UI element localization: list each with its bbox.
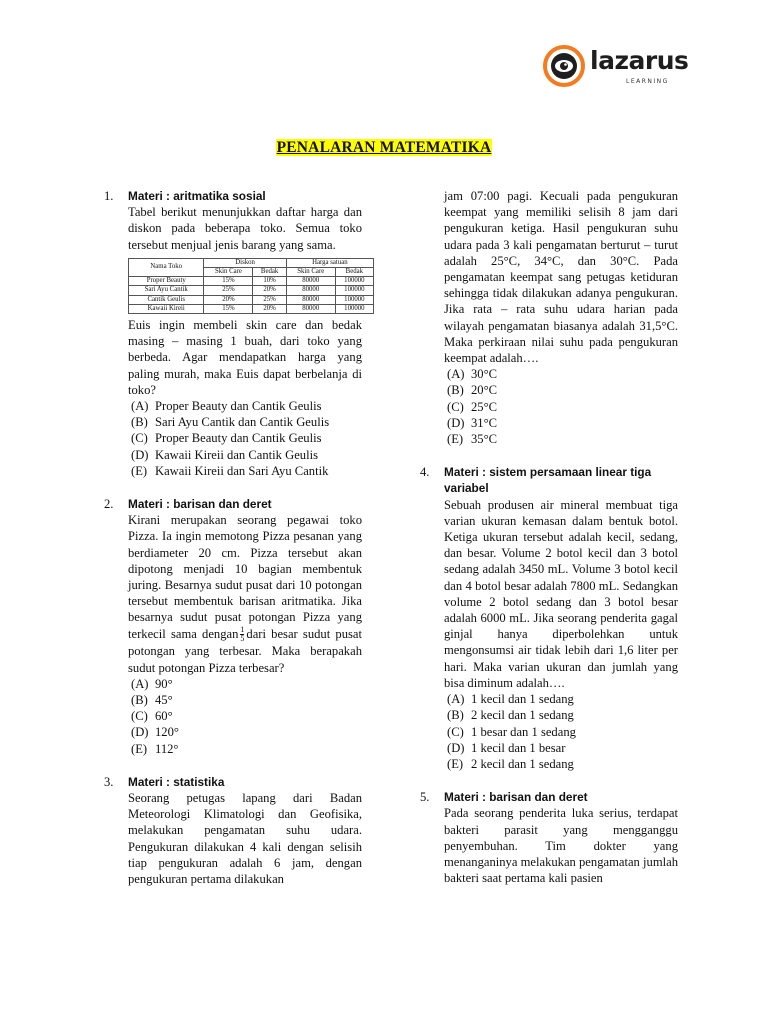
left-column xyxy=(104,188,365,887)
table-cell: 20% xyxy=(253,304,286,313)
answer-options xyxy=(444,366,678,447)
question-3-continued xyxy=(420,188,678,447)
answer-option[interactable]: (D) 1 kecil dan 1 besar xyxy=(447,740,566,755)
answer-option[interactable]: (D) 31°C xyxy=(447,415,498,430)
table-cell: 20% xyxy=(204,295,253,304)
question-intro: Tabel berikut menunjukkan daftar harga dan diskon pada beberapa toko. Semua toko tersebut menjual jenis barang yang sama. xyxy=(128,205,362,252)
answer-option[interactable]: (D) 120° xyxy=(131,725,179,740)
table-header-toko: Nama Toko xyxy=(129,258,204,276)
table-cell: 15% xyxy=(204,304,253,313)
logo-brand-text: lazarus xyxy=(590,46,689,75)
answer-option[interactable]: (A) 1 kecil dan 1 sedang xyxy=(447,692,574,707)
table-cell: 25% xyxy=(253,295,286,304)
table-subheader: Skin Care xyxy=(204,268,253,277)
table-row xyxy=(129,277,374,286)
question-topic: Materi : sistem persamaan linear tiga variabel xyxy=(444,465,652,496)
question-body: Kirani merupakan seorang pegawai toko Pizza. Ia ingin memotong Pizza pesanan yang berdiameter 20 cm. Pizza tersebut akan dipotong menjadi 10 bagian membentuk juring. Besarnya sudut pusat dari 10 potongan tersebut membentuk barisan aritmatika. Jika besarnya sudut pusat potongan Pizza yang terkecil sama dengan $\frac{1}{5}$ dari besar sudut pusat potongan yang terbesar. Maka berapakah sudut potongan Pizza terbesar? xyxy=(128,513,362,675)
question-body: Sebuah produsen air mineral membuat tiga varian ukuran kemasan dalam bentuk botol. Ketiga ukuran tersebut adalah kecil, sedang, dan besar. Volume 2 botol kecil dan 3 botol sedang adalah 3450 mL. Volume 3 botol kecil dan 4 botol besar adalah 7800 mL. Sedangkan volume 2 botol sedang dan 3 botol besar adalah 6000 mL. Jika seorang penderita gagal ginjal hanya diperbolehkan untuk mengonsumsi air tidak lebih dari 1,6 liter per hari. Maka varian ukuran dan jumlah yang bisa diminum adalah…. xyxy=(444,497,678,690)
question-topic: Materi : barisan dan deret xyxy=(128,497,272,512)
answer-option[interactable]: (E) 112° xyxy=(131,741,179,756)
table-cell: Proper Beauty xyxy=(129,277,204,286)
table-cell: 80000 xyxy=(286,295,335,304)
table-cell: 100000 xyxy=(335,304,373,313)
table-cell: 10% xyxy=(253,277,286,286)
answer-options xyxy=(128,676,362,757)
table-cell: Cantik Geulis xyxy=(129,295,204,304)
question-body: Seorang petugas lapang dari Badan Meteorologi Klimatologi dan Geofisika, melakukan pengamatan suhu udara. Pengukuran dilakukan 4 kali dengan selisih tiap pengukuran adalah 6 jam, dengan pengukuran pertama dilakukan xyxy=(128,790,362,886)
table-subheader: Bedak xyxy=(335,268,373,277)
answer-options xyxy=(444,691,678,772)
answer-option[interactable]: (E) 35°C xyxy=(447,432,498,447)
answer-option[interactable]: (B) 20°C xyxy=(447,383,498,398)
table-cell: 100000 xyxy=(335,295,373,304)
lazarus-logo-icon xyxy=(542,44,586,88)
table-header-harga: Harga satuan xyxy=(286,258,373,267)
answer-option[interactable]: (B) 2 kecil dan 1 sedang xyxy=(447,708,574,723)
answer-option[interactable]: (C) Proper Beauty dan Cantik Geulis xyxy=(131,431,322,446)
answer-option[interactable]: (A) 90° xyxy=(131,676,173,691)
answer-options xyxy=(128,398,362,479)
table-cell: 100000 xyxy=(335,277,373,286)
question-body: jam 07:00 pagi. Kecuali pada pengukuran keempat yang memiliki selisih 8 jam dari pengukuran ketiga. Hasil pengukuran suhu udara pada 3 kali pengamatan berturut – turut adalah 25°C, 34°C, dan 30°C. Pada pengamatan keempat sang petugas ketiduran sehingga tidak dilakukan adanya pengukuran. Jika rata – rata suhu udara harian pada wilayah pengamatan biasanya adalah 31,5°C. Maka perkiraan nilai suhu pada pengukuran keempat adalah…. xyxy=(444,189,678,366)
table-cell: 80000 xyxy=(286,286,335,295)
logo-sub-text: LEARNING xyxy=(626,78,669,85)
question-topic: Materi : statistika xyxy=(128,774,225,789)
table-cell: Kawaii Kireii xyxy=(129,304,204,313)
answer-option[interactable]: (E) 2 kecil dan 1 sedang xyxy=(447,756,574,771)
question-topic: Materi : aritmatika sosial xyxy=(128,189,266,203)
answer-option[interactable]: (B) 45° xyxy=(131,692,173,707)
table-cell: 20% xyxy=(253,286,286,295)
table-cell: 25% xyxy=(204,286,253,295)
answer-option[interactable]: (A) Proper Beauty dan Cantik Geulis xyxy=(131,399,322,414)
table-row xyxy=(129,295,374,304)
table-header-diskon: Diskon xyxy=(204,258,286,267)
question-5 xyxy=(420,789,678,886)
table-subheader: Bedak xyxy=(253,268,286,277)
answer-option[interactable]: (C) 60° xyxy=(131,709,173,724)
question-2 xyxy=(104,496,362,757)
answer-option[interactable]: (A) 30°C xyxy=(447,367,498,382)
question-number: 1. xyxy=(104,189,114,203)
table-cell: 100000 xyxy=(335,286,373,295)
answer-option[interactable]: (E) Kawaii Kireii dan Sari Ayu Cantik xyxy=(131,463,329,478)
table-cell: 80000 xyxy=(286,304,335,313)
table-row xyxy=(129,304,374,313)
question-topic: Materi : barisan dan deret xyxy=(444,790,588,805)
question-number: 5. xyxy=(420,790,430,805)
question-body: Euis ingin membeli skin care dan bedak masing – masing 1 buah, dari toko yang berbeda. Agar mendapatkan harga yang paling murah, maka Euis dapat berbelanja di toko? xyxy=(128,318,362,397)
table-cell: Sari Ayu Cantik xyxy=(129,286,204,295)
question-4 xyxy=(420,464,678,772)
answer-option[interactable]: (C) 1 besar dan 1 sedang xyxy=(447,724,576,739)
right-column xyxy=(420,188,678,886)
question-number: 2. xyxy=(104,497,114,512)
question-3 xyxy=(104,774,362,887)
answer-option[interactable]: (C) 25°C xyxy=(447,399,498,414)
table-cell: 80000 xyxy=(286,277,335,286)
page-title-wrap xyxy=(0,139,768,157)
question-number: 3. xyxy=(104,774,114,789)
answer-option[interactable]: (D) Kawaii Kireii dan Cantik Geulis xyxy=(131,447,318,462)
table-row xyxy=(129,286,374,295)
question-number: 4. xyxy=(420,465,430,480)
page-title: PENALARAN MATEMATIKA xyxy=(276,139,492,156)
lazarus-logo xyxy=(542,44,689,92)
question-body: Pada seorang penderita luka serius, terdapat bakteri parasit yang mengganggu penyembuhan. Tim dokter yang menanganinya melakukan pengamatan jumlah bakteri saat pertama kali pasien xyxy=(444,806,678,886)
table-cell: 15% xyxy=(204,277,253,286)
table-subheader: Skin Care xyxy=(286,268,335,277)
fraction: $\frac{1}{5}$ xyxy=(240,625,245,644)
question-1 xyxy=(104,188,365,479)
price-table xyxy=(128,258,374,314)
answer-option[interactable]: (B) Sari Ayu Cantik dan Cantik Geulis xyxy=(131,415,330,430)
